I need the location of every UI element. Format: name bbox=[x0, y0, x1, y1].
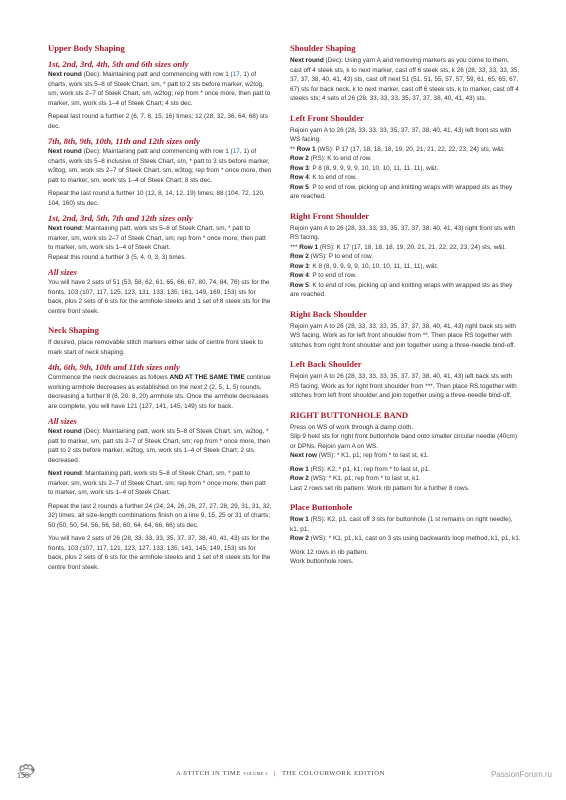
instruction-text: If desired, place removable stitch markers either side of centre front steek to mark start of neck shaping. bbox=[48, 339, 263, 356]
instruction-text: (RS): K2, * p1, k1; rep from * to last st, p1. bbox=[308, 465, 430, 473]
instruction-text: (WS): P to end of row. bbox=[308, 253, 373, 260]
instruction-paragraph bbox=[48, 373, 272, 411]
instruction-paragraph bbox=[48, 147, 272, 185]
section-heading-neck-shaping: Neck Shaping bbox=[48, 325, 99, 335]
instruction-paragraph bbox=[48, 502, 272, 531]
instruction-label: Row 1 bbox=[296, 145, 316, 153]
instruction-text: (RS): K 17 (17, 18, 18, 18, 19, 20, 21, 21, 22, 22, 23, 24) sts, w&t. bbox=[318, 243, 506, 251]
section-heading-right-front-shoulder: Right Front Shoulder bbox=[290, 210, 370, 221]
instruction-label: AND AT THE SAME TIME bbox=[169, 374, 245, 381]
instruction-text: (WS): * K1, p1; rep from * to last st, k1. bbox=[317, 452, 429, 459]
publication-name: A STITCH IN TIME bbox=[176, 770, 241, 777]
instruction-paragraph bbox=[290, 423, 522, 461]
instruction-text: You will have 2 sets of 51 (53, 58, 62, 61, 65, 66, 67, 80, 74, 84, 76) sts for the fronts, 103 (107, 117, 125, 123, 131, 133, 135, 161, 149, 169, 153) sts for back, plus 2 sets of 6 sts for the armhole steeks and 1 set of 8 steek sts for the centre front steek. bbox=[48, 279, 271, 315]
instruction-text: , 1) of charts, work sts 5–8 inclusive of Steek Chart, sm, * patt to 3 sts before marker, w3tog, sm, work sts 2–7 of Steek Chart, sm, w3tog; rep from * once more, then patt to marker, sm, work sts 1–4 of Steek Chart; 8 sts dec. bbox=[48, 148, 272, 184]
instruction-label: Row 2 bbox=[290, 475, 309, 482]
section-heading-shoulder-shaping: Shoulder Shaping bbox=[290, 43, 356, 53]
instruction-text: Repeat last round a further 2 (6, 7, 8, 15, 16) times; 12 (28, 32, 36, 64, 68) sts dec. bbox=[48, 113, 268, 130]
instruction-text: (WS): * K1, p1, k1, cast on 3 sts using backwards loop method, k1, p1, k1. bbox=[308, 535, 521, 542]
instruction-text: : P to end of row. bbox=[308, 272, 357, 279]
section-heading-left-front-shoulder: Left Front Shoulder bbox=[290, 112, 364, 123]
instruction-text: (Dec): Maintaining patt, work sts 5–8 of Steek Chart, sm, w2tog, * patt to marker, sm, patt sts 2–7 of Steek Chart, sm; rep from * once more, then patt to 2 sts before marker, w2tog, sm, work sts 1–4 of Steek Chart; 2 sts decreased. bbox=[48, 428, 270, 464]
size-subheading: 7th, 8th, 9th, 10th, 11th and 12th sizes only bbox=[48, 136, 200, 146]
right-column bbox=[290, 43, 522, 571]
instruction-paragraph bbox=[48, 278, 272, 316]
instruction-text: Rejoin yarn A to 26 (28, 33, 33, 33, 35, 37, 37, 38, 40, 41, 43) left back sts with RS facing. Work as for right front shoulder from ***. Then place RS together with stitches from left front shoulder and join together using a three-needle bind-off. bbox=[290, 373, 517, 399]
section-heading-right-back-shoulder: Right Back Shoulder bbox=[290, 308, 367, 319]
instruction-paragraph bbox=[290, 56, 522, 104]
instruction-label: Row 5 bbox=[290, 281, 309, 289]
instruction-label: Next round bbox=[48, 470, 82, 477]
instruction-paragraph bbox=[290, 224, 522, 300]
instruction-text: : Maintaining patt, work sts 5–8 of Steek Chart, sm, * patt to marker, sm, work sts 2–7 of Steek Chart, sm; rep from * once more, then patt to marker, sm, work sts 1–4 of Steek Chart. bbox=[48, 225, 266, 251]
publication-title bbox=[176, 770, 385, 777]
instruction-label: Row 2 bbox=[290, 535, 309, 542]
instruction-label: Row 1 bbox=[290, 516, 309, 523]
instruction-paragraph bbox=[48, 427, 272, 465]
instruction-text: Repeat the last round a further 10 (12, 8, 14, 12, 19) times; 88 (104, 72, 120, 104, 160) sts dec. bbox=[48, 190, 265, 207]
instruction-text: Rejoin yarn A to 26 (28, 33, 33, 33, 35, 37, 37, 38, 40, 41, 43) right front sts with RS facing. bbox=[290, 224, 516, 241]
chart-row-reference: 17 bbox=[232, 71, 240, 78]
instruction-paragraph bbox=[48, 224, 272, 262]
size-subheading: All sizes bbox=[48, 416, 77, 426]
instruction-paragraph bbox=[48, 534, 272, 572]
instruction-paragraph bbox=[48, 469, 272, 498]
instruction-label: Row 4 bbox=[290, 174, 309, 181]
instruction-text: : K 8 (8, 9, 9, 9, 9, 10, 10, 10, 11, 11, 11), w&t. bbox=[308, 262, 439, 270]
left-column bbox=[48, 43, 272, 576]
instruction-paragraph bbox=[290, 515, 522, 544]
instruction-paragraph bbox=[290, 322, 522, 351]
instruction-text: (Dec): Maintaining patt and commencing with row 1 ( bbox=[81, 148, 233, 155]
instruction-text: : K to end of row. bbox=[308, 174, 357, 181]
size-subheading: 1st, 2nd, 3rd, 4th, 5th and 6th sizes only bbox=[48, 59, 189, 69]
instruction-text: (WS): P 17 (17, 18, 18, 18, 19, 20, 21, 21, 22, 22, 23, 24) sts, w&t. bbox=[315, 145, 505, 153]
section-heading-right-buttonhole-band: RIGHT BUTTONHOLE BAND bbox=[290, 409, 409, 420]
instruction-paragraph bbox=[290, 548, 522, 567]
instruction-text: : K to end of row, picking up and knitting wraps with wrapped sts as they are reached. bbox=[290, 281, 513, 298]
publication-edition: THE COLOURWORK EDITION bbox=[282, 770, 385, 777]
instruction-text: , 1) of charts, work sts 5–8 of Steek Chart, sm, * patt to 2 sts before marker, w2tog, sm, work sts 2–7 of Steek Chart, sm, w2tog; rep from * once more, then patt to marker, sm, work sts 1–4 of Steek Chart; 4 sts dec. bbox=[48, 71, 271, 107]
instruction-label: Row 1 bbox=[290, 465, 309, 473]
instruction-label: Row 3 bbox=[290, 262, 309, 270]
instruction-text: Rejoin yarn A to 26 (28, 33, 33, 33, 35, 37, 37, 38, 40, 41, 43) right back sts with WS facing. Work as for left front shoulder from **. Then place RS together with stitches from right front shoulder and join together using a three-needle bind-off. bbox=[290, 322, 516, 349]
instruction-label: Row 2 bbox=[290, 155, 309, 162]
instruction-paragraph bbox=[48, 112, 272, 131]
instruction-text: Slip 9 held sts for right front buttonhole band onto smaller circular needle (40cm) or DPNs. Rejoin yarn A on WS. bbox=[290, 433, 517, 450]
instruction-label: Row 4 bbox=[290, 272, 309, 279]
section-heading-left-back-shoulder: Left Back Shoulder bbox=[290, 359, 362, 369]
instruction-label: Next row bbox=[290, 452, 317, 459]
page-number: 158 bbox=[17, 771, 29, 780]
instruction-text: Work 12 rows in rib pattern. bbox=[290, 548, 369, 556]
size-subheading: 1st, 2nd, 3rd, 5th, 7th and 12th sizes only bbox=[48, 213, 193, 223]
instruction-text: (RS): K to end of row. bbox=[308, 155, 372, 162]
instruction-text: Commence the neck decreases as follows bbox=[48, 374, 170, 381]
chart-row-reference: 17 bbox=[232, 148, 240, 155]
instruction-text: Repeat this round a further 3 (5, 4, 0, 3, 3) times. bbox=[48, 253, 187, 261]
section-heading-place-buttonhole: Place Buttonhole bbox=[290, 502, 353, 512]
instruction-paragraph bbox=[290, 372, 522, 401]
title-separator: | bbox=[273, 770, 276, 777]
instruction-paragraph bbox=[290, 126, 522, 202]
section-heading-upper-body-shaping: Upper Body Shaping bbox=[48, 43, 125, 53]
instruction-paragraph bbox=[48, 70, 272, 108]
instruction-text: Work buttonhole rows. bbox=[290, 558, 354, 565]
instruction-text: continue working armhole decreases as established on the next 2 (2, 5, 1, 5) rounds, decreasing a further 8 (8, 20, 8, 20) armhole sts. Once the armhole decreases are complete, you will have 121 (127, 141, 145, 149) sts for back. bbox=[48, 374, 271, 410]
instruction-text: Press on WS of work through a damp cloth. bbox=[290, 423, 414, 431]
page-footer bbox=[0, 757, 566, 797]
instruction-text: (Dec): Using yarn A and removing markers as you come to them, cast off 4 steek sts, k to next marker, cast off 6 steek sts, k 26 (28, 33, 33, 33, 35, 37, 37, 38, 40, 41, 43) sts, cast off next 51 (51, 51, 55, 57, 57, 59, 61, 65, 65, 67, 67) sts for back neck, k to next marker, cast off 6 steek sts, k to marker, cast off 4 steeks sts; 4 sets of 26 (28, 33, 33, 33, 35, 37, 37, 38, 40, 41, 43) sts. bbox=[290, 57, 520, 102]
instruction-text: (Dec): Maintaining patt and commencing with row 1 ( bbox=[81, 71, 233, 78]
instruction-text: : P 8 (8, 9, 9, 9, 9, 10, 10, 10, 11, 11, 11), w&t. bbox=[308, 164, 439, 172]
instruction-paragraph bbox=[48, 338, 272, 357]
instruction-text: Last 2 rows set rib pattern. Work rib pattern for a further 8 rows. bbox=[290, 484, 470, 492]
watermark: PassionForum.ru bbox=[491, 770, 552, 779]
instruction-text: Repeat the last 2 rounds a further 24 (24, 24, 26, 26, 27, 27, 28, 29, 31, 31, 32, 32) times; all size-length combinations finish on a line 9, 15, 25 or 31 of charts; 50 (50, 50, 54, 56, 56, 58, 60, 64, 64, 66, 66) sts dec. bbox=[48, 502, 272, 529]
instruction-paragraph bbox=[48, 189, 272, 208]
instruction-text: : Maintaining patt, work sts 5–8 of Steek Chart, sm, * patt to marker, sm, work sts 2–7 of Steek Chart, sm; rep from * once more, then patt to marker, sm, work sts 1–4 of Steek Chart. bbox=[48, 470, 266, 496]
instruction-text: (WS): * K1, p1; rep from * to last st, k1. bbox=[308, 475, 421, 482]
instruction-text: Rejoin yarn A to 26 (28, 33, 33, 33, 35, 37, 37, 38, 40, 41, 43) left front sts with WS facing. bbox=[290, 126, 512, 143]
size-subheading: 4th, 6th, 9th, 10th and 11th sizes only bbox=[48, 362, 180, 372]
instruction-label: Next round bbox=[48, 148, 82, 155]
instruction-label: Next round bbox=[48, 71, 82, 78]
instruction-paragraph bbox=[290, 465, 522, 494]
instruction-label: Next round bbox=[48, 225, 82, 232]
instruction-text: You will have 2 sets of 26 (28, 33, 33, 33, 35, 37, 37, 38, 40, 41, 43) sts for the fronts, 103 (107, 117, 121, 123, 127, 133, 135, 141, 145, 149, 153) sts for back, plus 2 sets of 6 sts for the armhole steeks and 1 set of 8 steek sts for the centre front steek. bbox=[48, 535, 271, 571]
instruction-text: : P to end of row, picking up and knitting wraps with wrapped sts as they are reached. bbox=[290, 183, 513, 200]
instruction-label: Next round bbox=[290, 57, 324, 64]
instruction-text: *** bbox=[290, 243, 300, 251]
instruction-label: Row 3 bbox=[290, 164, 309, 172]
instruction-text: (RS): K2, p1, cast off 3 sts for buttonhole (1 st remains on right needle), k1, p1. bbox=[290, 516, 513, 533]
instruction-label: Row 5 bbox=[290, 183, 309, 191]
instruction-label: Row 2 bbox=[290, 253, 309, 260]
size-subheading: All sizes bbox=[48, 267, 77, 277]
instruction-text: ** bbox=[290, 145, 297, 153]
instruction-label: Next round bbox=[48, 428, 82, 435]
publication-volume: VOLUME 3 bbox=[243, 771, 268, 776]
instruction-label: Row 1 bbox=[299, 243, 319, 251]
